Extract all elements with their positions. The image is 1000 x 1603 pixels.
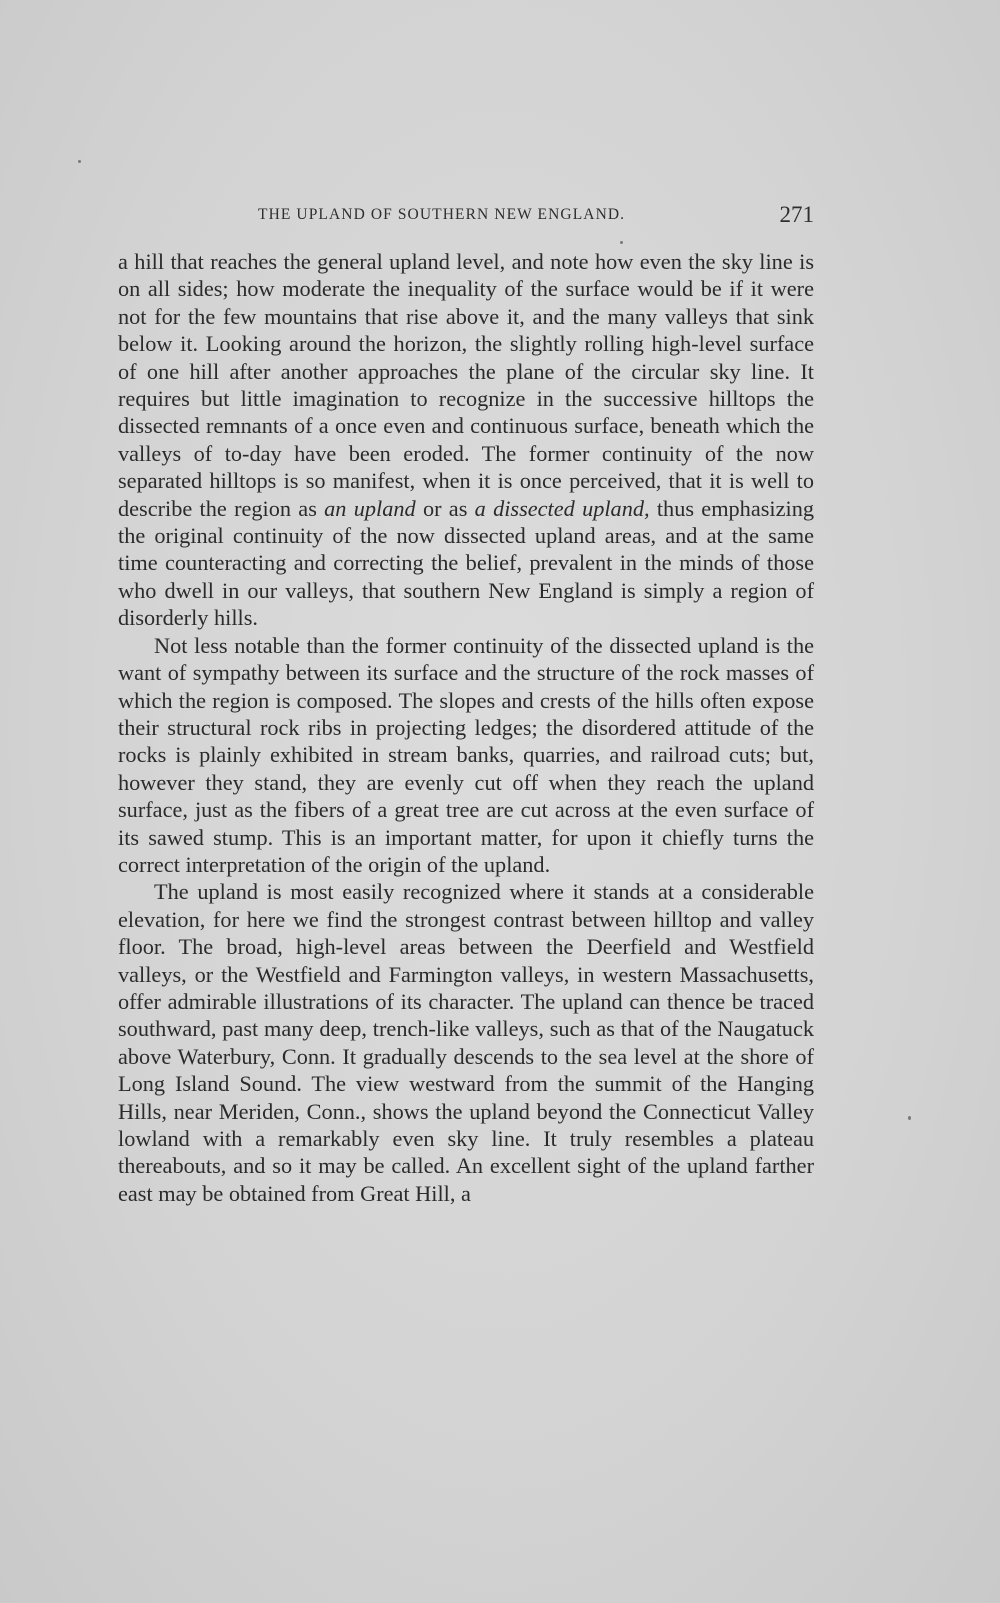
- paragraph-1-text-a: a hill that reaches the general upland level, and note how even the sky line is on all sides; how moderate the inequality of the surface would be if it were not for the few mountains that rise above it, and the many valleys that sink below it. Looking around the horizon, the slightly rolling high-level surface of one hill after another approaches the plane of the circular sky line. It requires but little imagination to recognize in the successive hilltops the dissected remnants of a once even and continuous surface, beneath which the valleys of to-day have been eroded. The former continuity of the now separated hilltops is so manifest, when it is once perceived, that it is well to describe the region as: [118, 249, 814, 521]
- body-text: [118, 248, 814, 1207]
- paragraph-3: The upland is most easily recognized where it stands at a considerable elevation, for here we find the strongest contrast between hilltop and valley floor. The broad, high-level areas between the Deerfield and Westfield valleys, or the Westfield and Farmington valleys, in western Massachusetts, offer admirable illustrations of its character. The upland can thence be traced southward, past many deep, trench-like valleys, such as that of the Naugatuck above Waterbury, Conn. It gradually descends to the sea level at the shore of Long Island Sound. The view westward from the summit of the Hanging Hills, near Meriden, Conn., shows the upland beyond the Connecticut Valley lowland with a remarkably even sky line. It truly resembles a plateau thereabouts, and so it may be called. An excellent sight of the upland farther east may be obtained from Great Hill, a: [118, 879, 814, 1206]
- paragraph-2: Not less notable than the former continuity of the dissected upland is the want of sympathy between its surface and the structure of the rock masses of which the region is composed. The slopes and crests of the hills often expose their structural rock ribs in projecting ledges; the disordered attitude of the rocks is plainly exhibited in stream banks, quarries, and railroad cuts; but, however they stand, they are evenly cut off when they reach the upland surface, just as the fibers of a great tree are cut across at the even surface of its sawed stump. This is an important matter, for upon it chiefly turns the correct interpretation of the origin of the upland.: [118, 632, 814, 877]
- page-speck: [620, 241, 623, 244]
- page-number: 271: [779, 202, 814, 227]
- running-title: THE UPLAND OF SOUTHERN NEW ENGLAND.: [258, 206, 626, 223]
- running-head: [118, 204, 814, 234]
- paragraph-1-text-c: thus emphasizing the original continuity of the now dissected upland areas, and at the same time counteracting and correcting the belief, prevalent in the minds of those who dwell in our valleys, that southern New England is simply a region of disorderly hills.: [118, 495, 814, 631]
- italic-term-upland: an upland: [324, 495, 416, 521]
- page-speck: [908, 1116, 911, 1120]
- paragraph-1-text-b: or as: [415, 495, 475, 521]
- page-speck: [78, 160, 81, 163]
- italic-term-dissected-upland: a dissected upland,: [474, 495, 650, 521]
- paragraph-1: [118, 248, 814, 632]
